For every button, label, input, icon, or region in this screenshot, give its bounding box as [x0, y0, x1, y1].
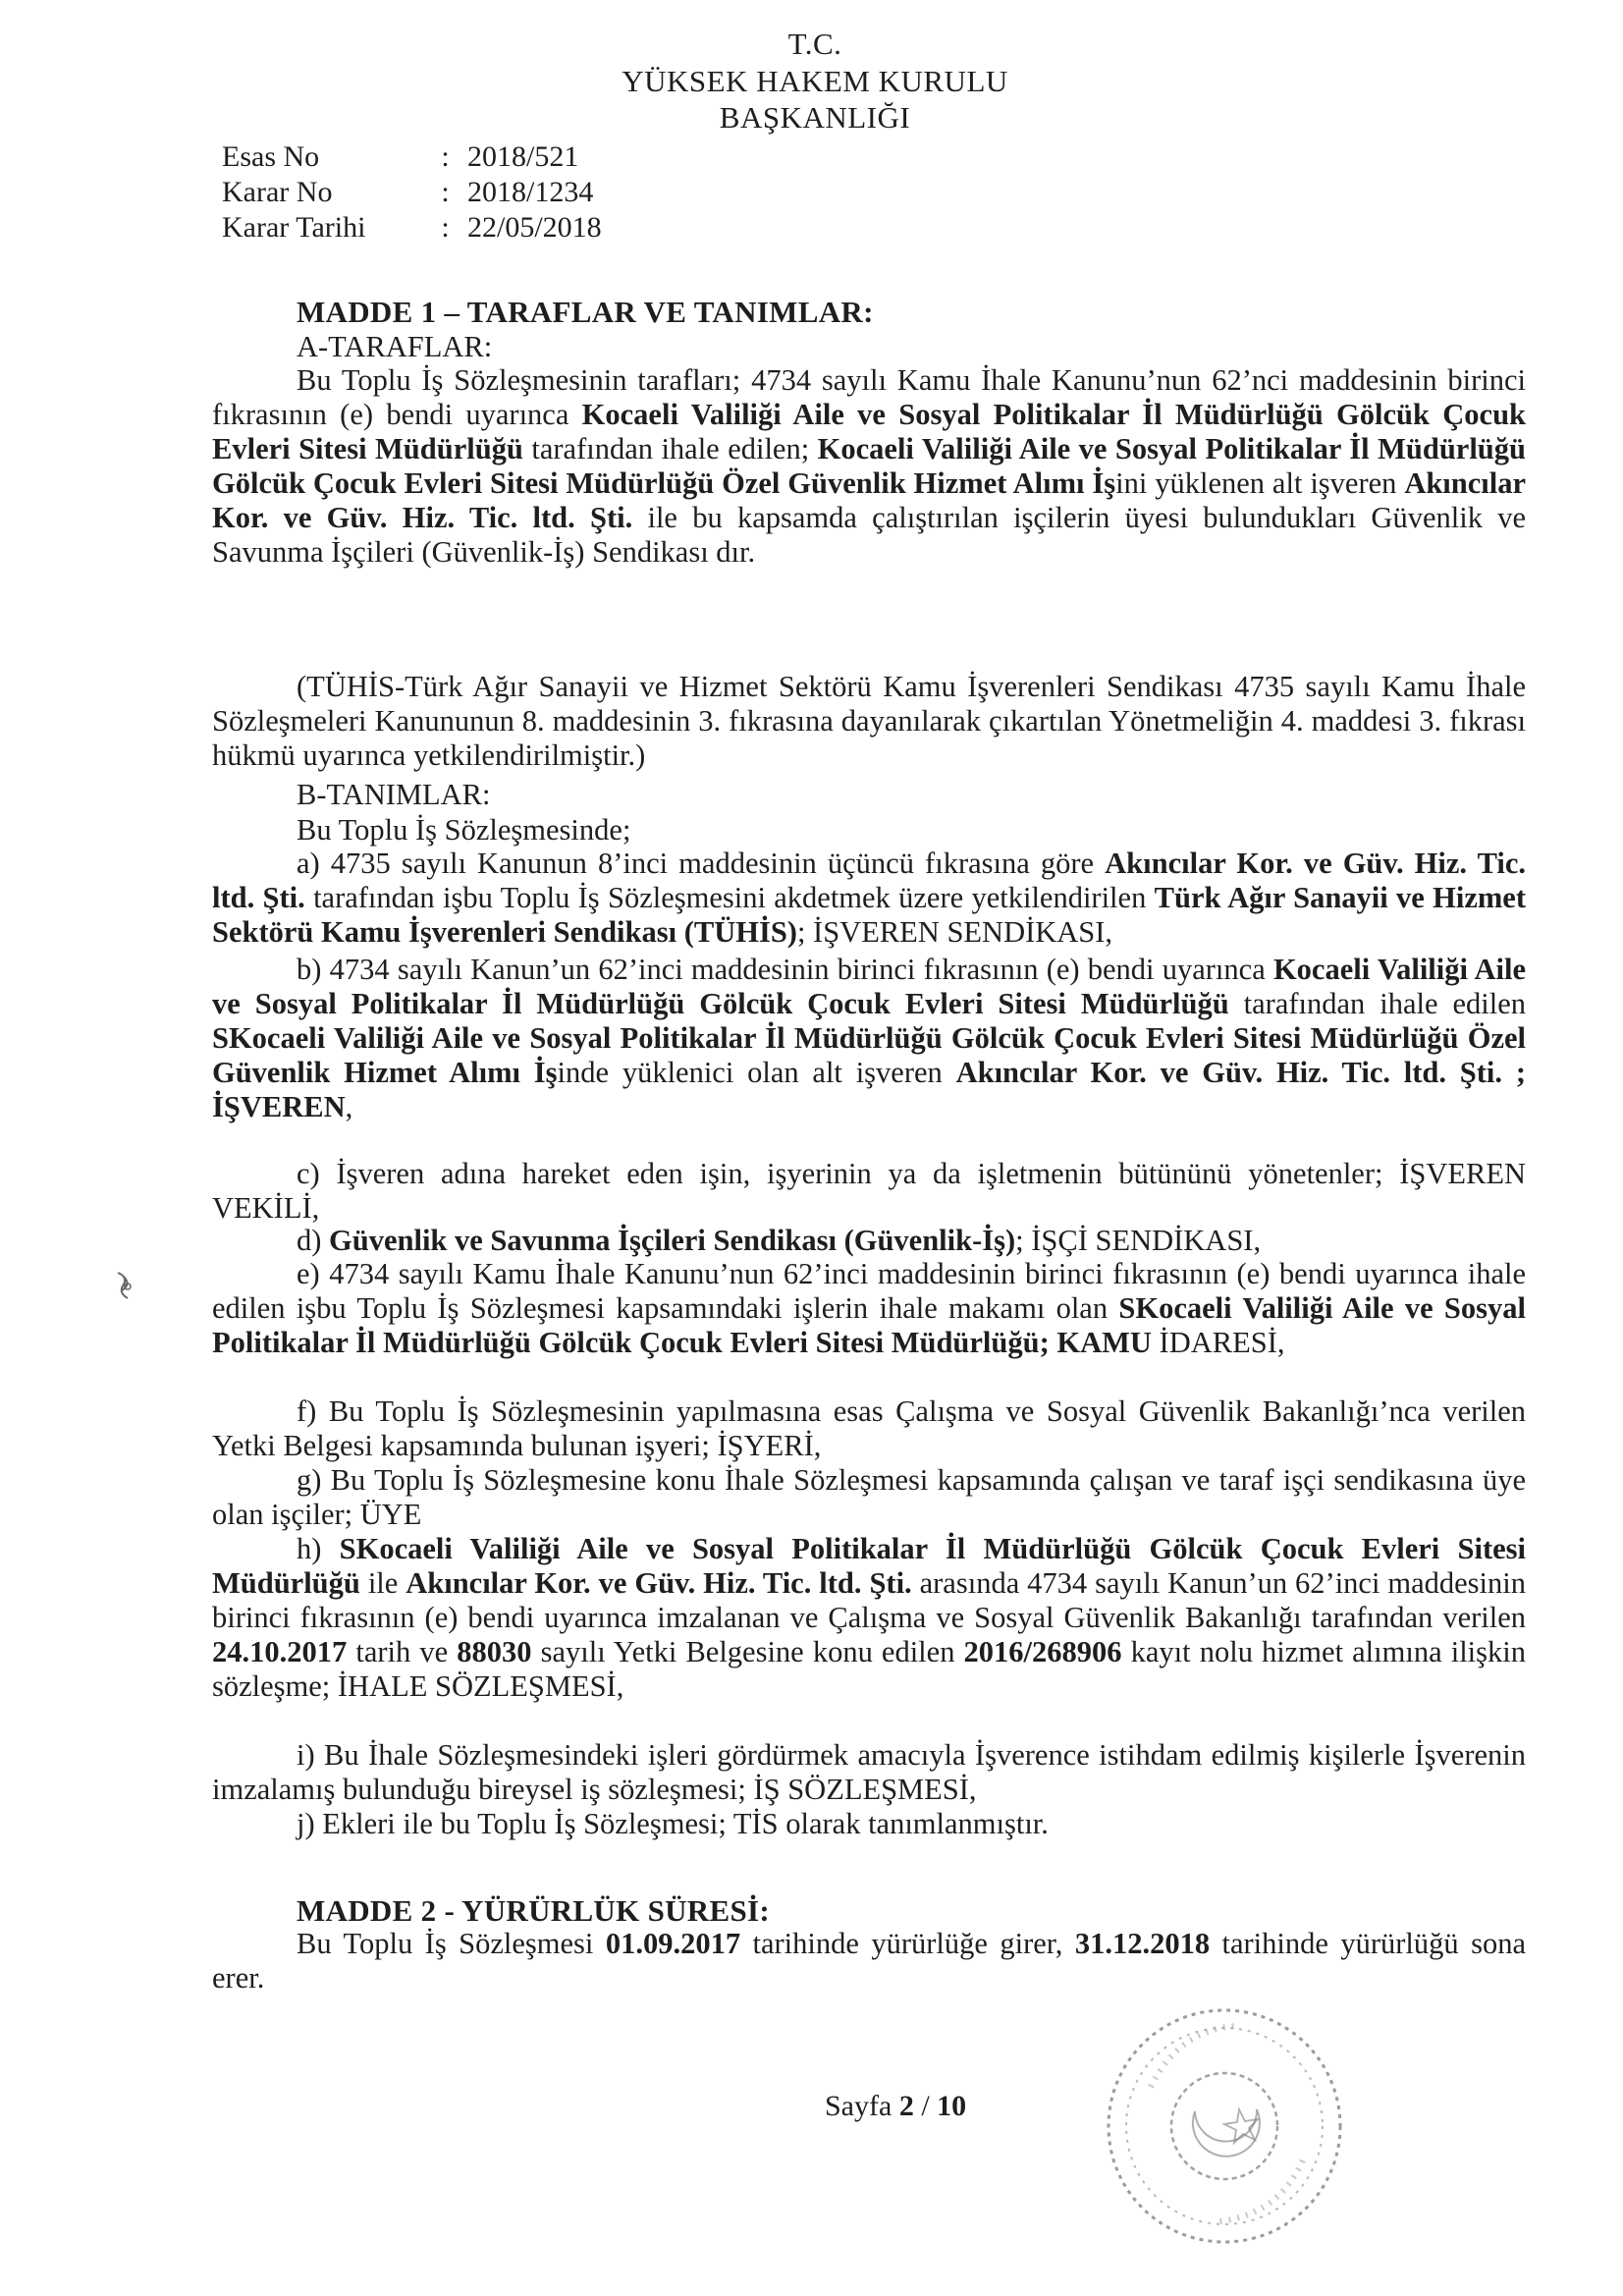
text-run: tarafından ihale edilen: [1228, 987, 1527, 1020]
page-current: 2: [898, 2090, 914, 2122]
text-run: f) Bu Toplu İş Sözleşmesinin yapılmasına esas Çalışma ve Sosyal Güvenlik Bakanlığı’nca verilen Yetki Belgesi kapsamında bulunan işyeri; İŞYERİ,: [212, 1394, 1526, 1462]
meta-row-tarih: [222, 210, 713, 246]
meta-value: 22/05/2018: [467, 211, 602, 244]
text-run: a) 4735 sayılı Kanunun 8’inci maddesinin üçüncü fıkrasına göre: [297, 847, 1106, 880]
meta-colon: :: [441, 176, 450, 208]
text-run: d): [297, 1224, 330, 1257]
meta-row-karar: [222, 175, 713, 210]
text-run: h): [297, 1532, 340, 1565]
bold-run: Güvenlik ve Savunma İşçileri Sendikası (Güvenlik-İş): [329, 1224, 1016, 1257]
definition-item-c: [212, 1157, 1526, 1226]
text-run: tarafından ihale edilen;: [522, 432, 818, 465]
definition-item-b: [212, 953, 1526, 1124]
meta-key: Karar Tarihi: [222, 211, 366, 244]
text-run: c) İşveren adına hareket eden işin, işyerinin ya da işletmenin bütününü yönetenler; İŞVEREN VEKİLİ,: [212, 1157, 1526, 1225]
definition-item-f: [212, 1394, 1526, 1463]
bold-run: Kocaeli Valiliği Aile ve Sosyal Politikalar İl Müdürlüğü Gölcük Çocuk Evleri Sitesi Müdürlüğü Özel Güvenlik Hizmet Alımı İş: [212, 432, 1526, 500]
text-run: ,: [345, 1090, 353, 1123]
definition-item-h: [212, 1532, 1526, 1704]
definition-item-e: [212, 1257, 1526, 1360]
section-title-madde2: MADDE 2 - YÜRÜRLÜK SÜRESİ:: [297, 1893, 771, 1928]
bold-run: Akıncılar Kor. ve Güv. Hiz. Tic. ltd. Şti.: [406, 1566, 912, 1600]
paragraph-taraflar: [212, 363, 1526, 570]
text-run: tarih ve: [347, 1635, 458, 1668]
meta-value: 2018/521: [467, 140, 579, 173]
bold-run: 2016/268906: [963, 1635, 1122, 1668]
meta-key: Karar No: [222, 176, 333, 208]
meta-value: 2018/1234: [467, 176, 594, 208]
definition-item-d: [212, 1224, 1526, 1258]
case-meta: [222, 139, 713, 246]
bold-run: Kocaeli Valiliği Aile ve Sosyal Politikalar İl Müdürlüğü Gölcük Çocuk Evleri Sitesi Müdürlüğü: [212, 953, 1527, 1020]
text-run: (TÜHİS-Türk Ağır Sanayii ve Hizmet Sektörü Kamu İşverenleri Sendikası 4735 sayılı Kamu İhale Sözleşmeleri Kanununun 8. maddesinin 3. fıkrasına dayanılarak çıkartılan Yönetmeliğin 4. maddesi 3. fıkrası hükmü uyarınca yetkilendirilmiştir.): [212, 670, 1526, 772]
text-run: ile: [359, 1566, 406, 1600]
bold-run: SKocaeli Valiliği Aile ve Sosyal Politikalar İl Müdürlüğü Gölcük Çocuk Evleri Sitesi Müdürlüğü Özel Güvenlik Hizmet Alımı İş: [212, 1021, 1526, 1089]
bold-run: SKocaeli Valiliği Aile ve Sosyal Politikalar İl Müdürlüğü Gölcük Çocuk Evleri Sitesi Müdürlüğü; KAMU: [212, 1291, 1526, 1359]
text-run: Bu Toplu İş Sözleşmesinin tarafları; 4734 sayılı Kamu İhale Kanunu’nun 62’nci maddesinin birinci fıkrasının (e) bendi uyarınca: [212, 363, 1526, 431]
text-run: ini yüklenen alt işveren: [1115, 466, 1405, 500]
section-title-madde1: MADDE 1 – TARAFLAR VE TANIMLAR:: [297, 295, 874, 329]
page-number: [825, 2090, 966, 2123]
bold-run: 88030: [457, 1635, 532, 1668]
header-authority: YÜKSEK HAKEM KURULU: [622, 64, 1008, 98]
definition-item-j: [212, 1807, 1526, 1841]
bold-run: Akıncılar Kor. ve Güv. Hiz. Tic. ltd. Şti.: [212, 847, 1527, 914]
meta-colon: :: [441, 211, 450, 244]
bold-run: 24.10.2017: [212, 1635, 348, 1668]
bold-run: 01.09.2017: [605, 1927, 741, 1960]
text-run: e) 4734 sayılı Kamu İhale Kanunu’nun 62’inci maddesinin birinci fıkrasının (e) bendi uyarınca ihale edilen işbu Toplu İş Sözleşmesi kapsamındaki işlerin ihale makamı olan: [212, 1257, 1526, 1325]
definition-item-a: [212, 847, 1526, 950]
subsection-title-tanimlar: B-TANIMLAR:: [297, 778, 491, 811]
page-total: 10: [937, 2090, 967, 2122]
definition-item-i: [212, 1738, 1526, 1807]
bold-run: Akıncılar Kor. ve Güv. Hiz. Tic. ltd. Şti. ; İŞVEREN: [212, 1056, 1526, 1123]
paragraph-yururluk: [212, 1927, 1526, 1995]
official-stamp-icon: [1092, 1994, 1357, 2259]
text-run: İDARESİ,: [1151, 1326, 1285, 1359]
text-run: arasında 4734 sayılı Kanun’un 62’inci maddesinin birinci fıkrasının (e) bendi uyarınca imzalanan ve Çalışma ve Sosyal Güvenlik Bakanlığı tarafından verilen: [212, 1566, 1526, 1634]
meta-row-esas: [222, 139, 713, 175]
header-tc: T.C.: [787, 27, 842, 61]
page-separator: /: [913, 2090, 938, 2122]
text-run: ; İŞÇİ SENDİKASI,: [1015, 1224, 1262, 1257]
subsection-title-taraflar: A-TARAFLAR:: [297, 330, 493, 363]
text-run: tarihinde yürürlüğe girer,: [740, 1927, 1075, 1960]
header-presidency: BAŞKANLIĞI: [719, 100, 911, 135]
text-run: ; İŞVEREN SENDİKASI,: [796, 915, 1113, 949]
definitions-intro: Bu Toplu İş Sözleşmesinde;: [297, 813, 631, 847]
bold-run: 31.12.2018: [1074, 1927, 1211, 1960]
text-run: tarihinde yürürlüğü sona erer.: [212, 1927, 1526, 1995]
text-run: i) Bu İhale Sözleşmesindeki işleri gördürmek amacıyla İşverence istihdam edilmiş kişilerle İşverenin imzalamış bulunduğu bireysel iş sözleşmesi; İŞ SÖZLEŞMESİ,: [212, 1738, 1526, 1806]
text-run: ile bu kapsamda çalıştırılan işçilerin üyesi bulundukları Güvenlik ve Savunma İşçileri (Güvenlik-İş) Sendikası dır.: [212, 501, 1526, 569]
page-prefix: Sayfa: [825, 2090, 899, 2122]
bold-run: Akıncılar Kor. ve Güv. Hiz. Tic. ltd. Şti.: [212, 466, 1527, 534]
text-run: g) Bu Toplu İş Sözleşmesine konu İhale Sözleşmesi kapsamında çalışan ve taraf işçi sendikasına üye olan işçiler; ÜYE: [212, 1463, 1526, 1531]
text-run: b) 4734 sayılı Kanun’un 62’inci maddesinin birinci fıkrasının (e) bendi uyarınca: [297, 953, 1273, 986]
bold-run: Kocaeli Valiliği Aile ve Sosyal Politikalar İl Müdürlüğü Gölcük Çocuk Evleri Sitesi Müdürlüğü: [212, 398, 1526, 465]
text-run: sayılı Yetki Belgesine konu edilen: [531, 1635, 964, 1668]
definition-item-g: [212, 1463, 1526, 1532]
meta-colon: :: [441, 140, 450, 173]
bold-run: Türk Ağır Sanayii ve Hizmet Sektörü Kamu İşverenleri Sendikası (TÜHİS): [212, 881, 1526, 949]
text-run: kayıt nolu hizmet alımına ilişkin sözleşme; İHALE SÖZLEŞMESİ,: [212, 1635, 1526, 1703]
meta-key: Esas No: [222, 140, 320, 173]
text-run: tarafından işbu Toplu İş Sözleşmesini akdetmek üzere yetkilendirilen: [304, 881, 1155, 914]
paragraph-tuhis: [212, 670, 1526, 773]
text-run: inde yüklenici olan alt işveren: [557, 1056, 956, 1089]
bold-run: SKocaeli Valiliği Aile ve Sosyal Politikalar İl Müdürlüğü Gölcük Çocuk Evleri Sitesi Müdürlüğü: [212, 1532, 1526, 1600]
text-run: Bu Toplu İş Sözleşmesi: [297, 1927, 606, 1960]
ink-mark-icon: [110, 1267, 139, 1306]
text-run: j) Ekleri ile bu Toplu İş Sözleşmesi; TİS olarak tanımlanmıştır.: [297, 1807, 1049, 1840]
